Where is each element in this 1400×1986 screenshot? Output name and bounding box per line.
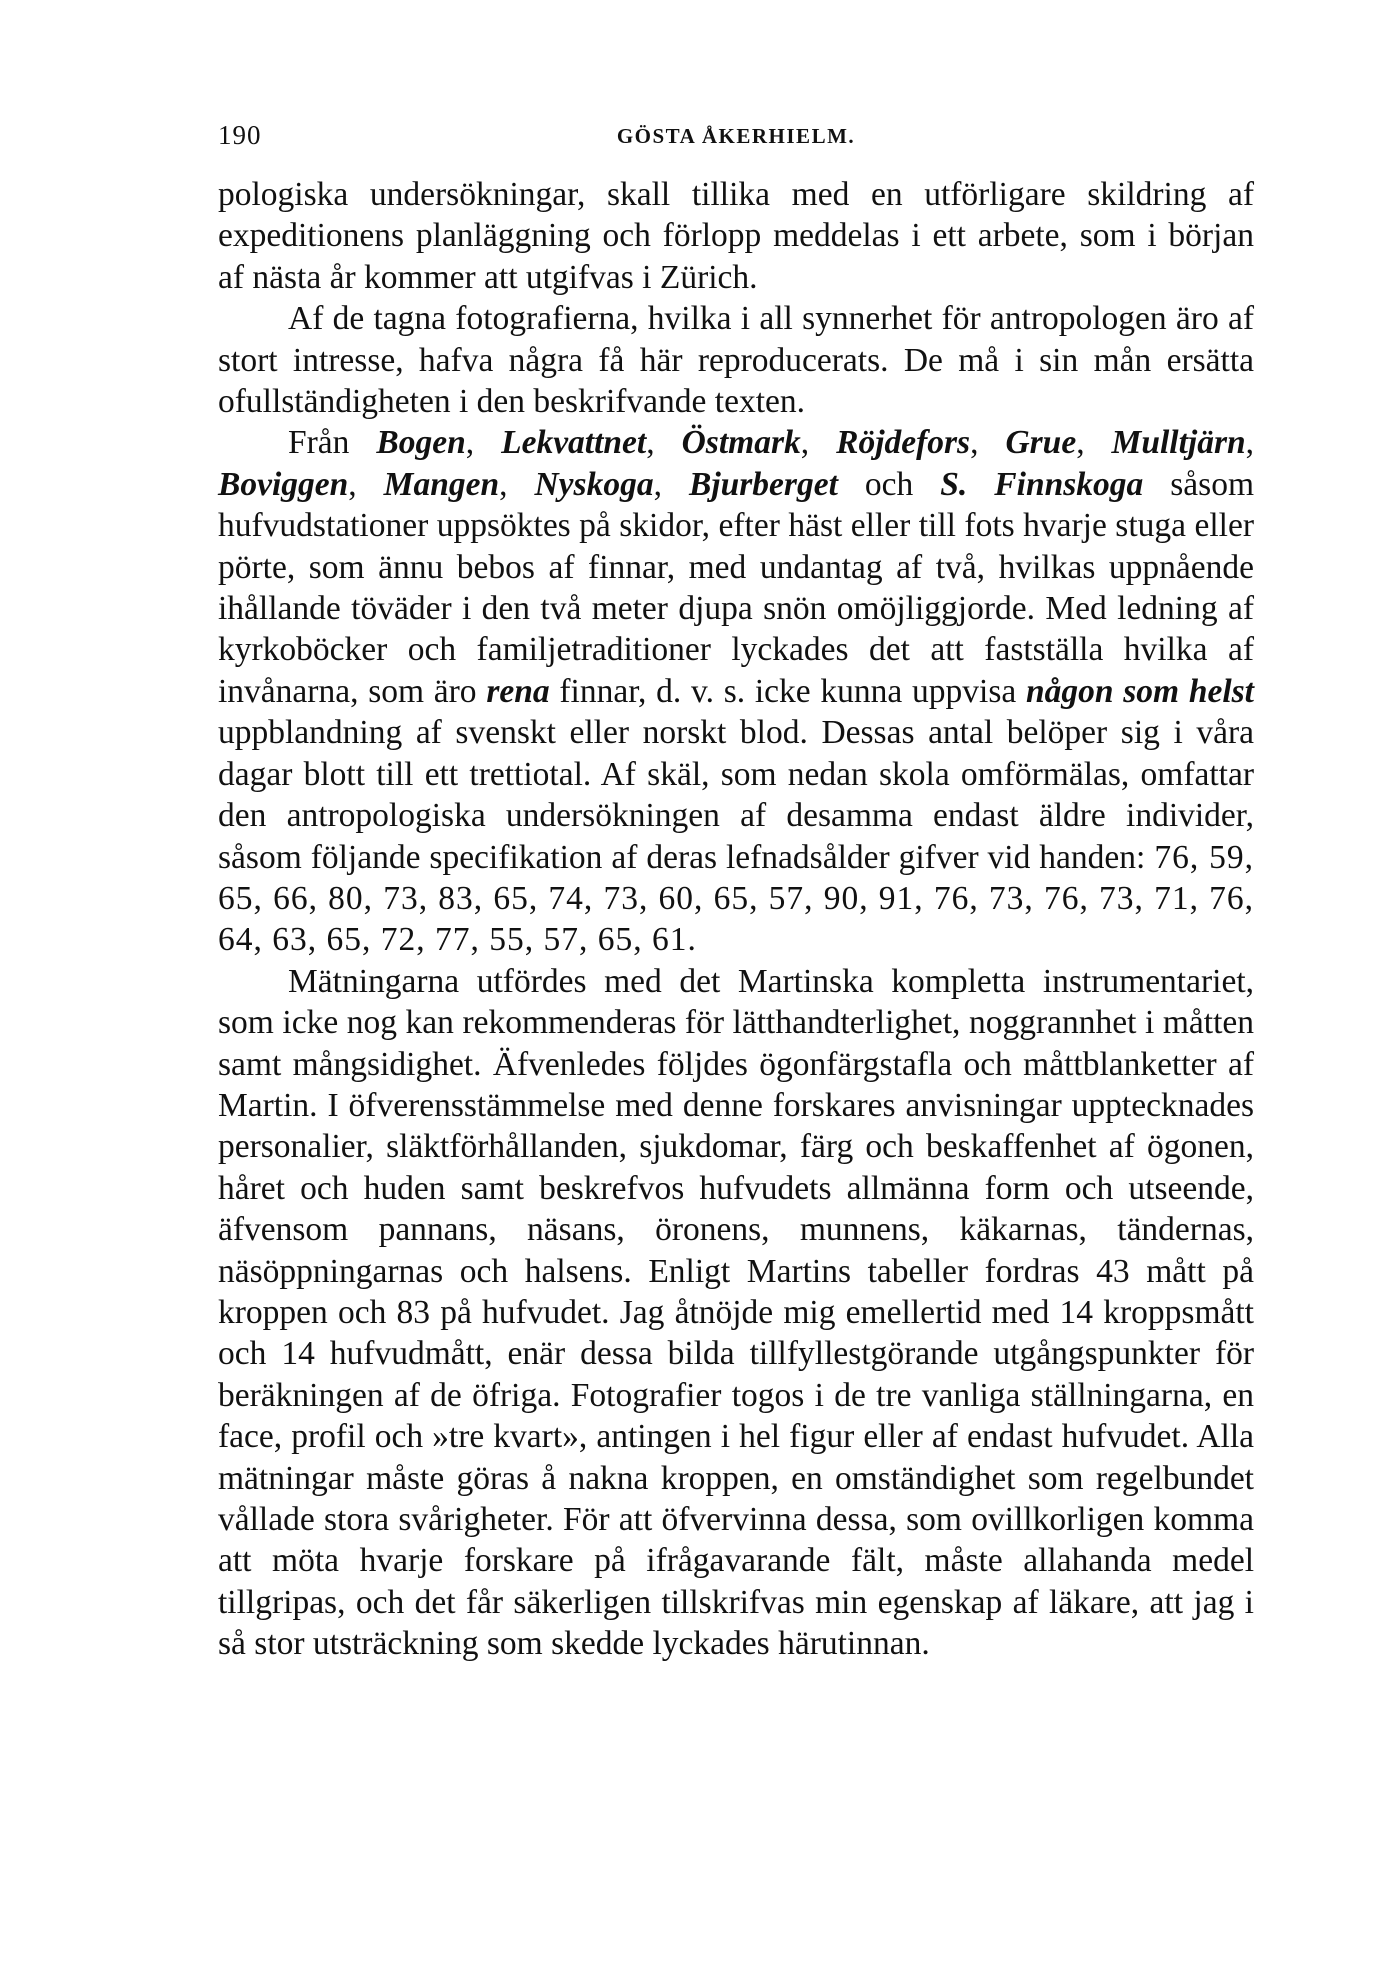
place-name: Mulltjärn	[1111, 424, 1246, 462]
text-span: finnar, d. v. s. icke kunna uppvisa	[549, 672, 1026, 710]
text-span: ,	[348, 465, 384, 503]
place-name: Östmark	[681, 424, 801, 462]
text-span: ,	[970, 424, 1006, 462]
place-name: Mangen	[383, 465, 500, 503]
paragraph-4: Mätningarna utfördes med det Martinska kompletta instrumentariet, som icke nog kan rekommenderas för lätthandterlighet, noggrannhet i måtten samt mångsidighet. Äfvenledes följdes ögonfärgstafla och måttblanketter af Martin. I öfverensstämmelse med denne forskares anvisningar upptecknades personalier, släktförhållanden, sjukdomar, färg och beskaffenhet af ögonen, håret och huden samt beskrefvos hufvudets allmänna form och utseende, äfvensom pannans, näsans, öronens, munnens, käkarnas, tändernas, näsöppningarnas och halsens. Enligt Martins tabeller fordras 43 mått på kroppen och 83 på hufvudet. Jag åtnöjde mig emellertid med 14 kroppsmått och 14 hufvudmått, enär dessa bilda tillfyllestgörande utgångspunkter för beräkningen af de öfriga. Fotografier togos i de tre vanliga ställningarna, en face, profil och »tre kvart», antingen i hel figur eller af endast hufvudet. Alla mätningar måste göras å nakna kroppen, en omständighet som regelbundet vållade stora svårigheter. För att öfvervinna dessa, som ovillkorligen komma att möta hvarje forskare på ifrågavarande fält, måste allahanda medel tillgripas, och det får säkerligen tillskrifvas min egenskap af läkare, att jag i så stor utsträckning som skedde lyckades härutinnan.	[218, 962, 1254, 1663]
age-list: 76, 59, 65, 66, 80, 73, 83, 65, 74, 73, 60, 65, 57, 90, 91, 76, 73, 76, 73, 71, 76, 64, 63, 65, 72, 77, 55, 57, 65, 61.	[218, 838, 1255, 959]
body-text	[218, 174, 1254, 1665]
emphasis: rena	[486, 672, 550, 710]
book-page	[218, 120, 1254, 1665]
place-name: Nyskoga	[534, 465, 654, 503]
place-name: Lekvattnet	[501, 424, 647, 462]
text-span: ,	[499, 465, 535, 503]
text-span: ,	[1245, 424, 1254, 462]
text-span: ,	[653, 465, 689, 503]
page-number: 190	[218, 120, 262, 150]
place-name: Boviggen	[218, 465, 349, 503]
text-span: och	[837, 465, 941, 503]
text-span: ,	[646, 424, 682, 462]
page-header	[218, 120, 1254, 160]
place-name: Grue	[1005, 424, 1077, 462]
paragraph-2: Af de tagna fotografierna, hvilka i all synnerhet för antropologen äro af stort intresse, hafva några få här reproducerats. De må i sin mån ersätta ofullständigheten i den beskrifvande texten.	[218, 300, 1254, 421]
place-name: S. Finnskoga	[940, 465, 1144, 503]
text-span: ,	[1076, 424, 1112, 462]
paragraph-3	[218, 422, 1254, 960]
text-span: såsom hufvudstationer uppsöktes på skidor, efter häst eller till fots hvarje stuga eller pörte, som ännu bebos af finnar, med undantag af två, hvilkas uppnående ihållande töväder i den två meter djupa snön omöjliggjorde. Med ledning af kyrkoböcker och familjetraditioner lyckades det att fastställa hvilka af invånarna, som äro	[218, 465, 1255, 710]
text-span: ,	[800, 424, 837, 462]
place-name: Bogen	[376, 424, 466, 462]
text-span: Från	[288, 424, 377, 462]
place-name: Röjdefors	[836, 424, 971, 462]
text-span: uppblandning af svenskt eller norskt blod. Dessas antal belöper sig i våra dagar blott till ett trettiotal. Af skäl, som nedan skola omförmälas, omfattar den antropologiska undersökningen af desamma endast äldre individer, såsom följande specifikation af deras lefnadsålder gifver vid handen:	[218, 714, 1254, 876]
place-name: Bjurberget	[688, 465, 838, 503]
emphasis: någon som helst	[1025, 672, 1254, 710]
paragraph-1: pologiska undersökningar, skall tillika med en utförligare skildring af expeditionens planläggning och förlopp meddelas i ett arbete, som i början af nästa år kommer att utgifvas i Zürich.	[218, 176, 1254, 296]
text-span: ,	[465, 424, 502, 462]
running-head: GÖSTA ÅKERHIELM.	[616, 124, 856, 148]
